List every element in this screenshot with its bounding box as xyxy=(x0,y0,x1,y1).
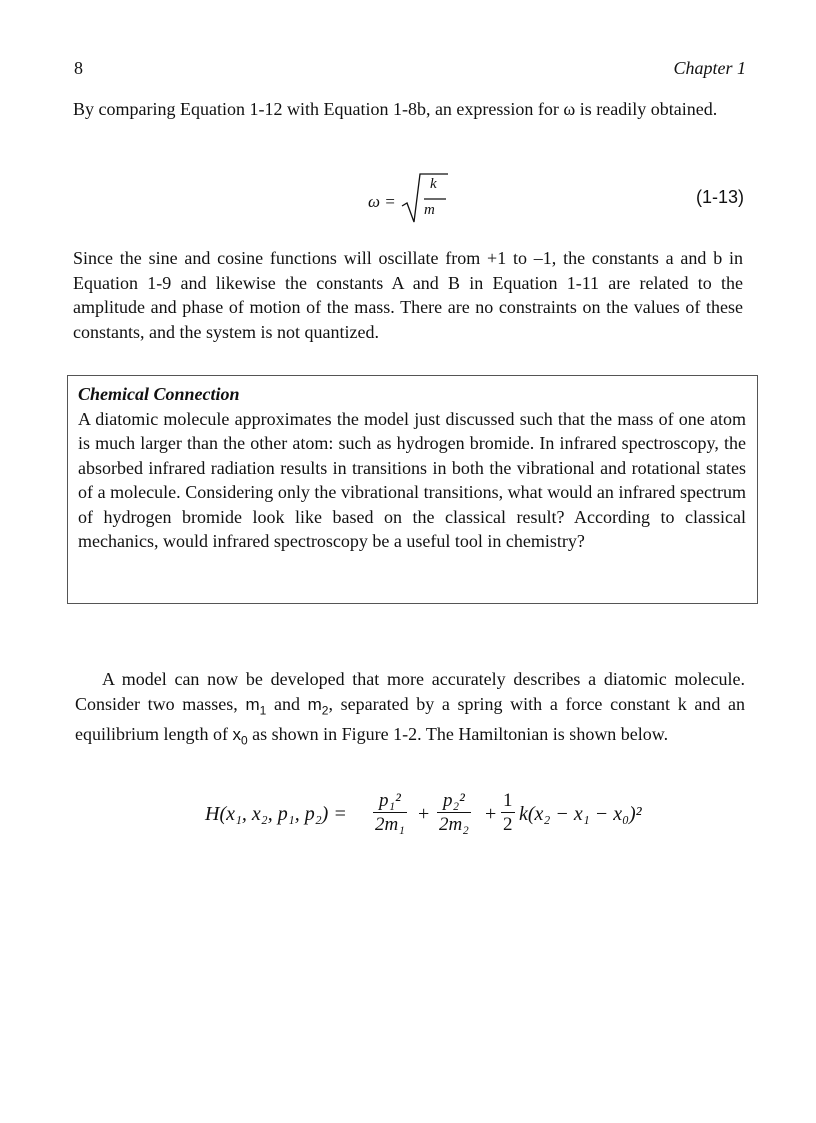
hamiltonian-lhs: H(x₁, x₂, p₁, p₂) = xyxy=(205,803,347,825)
hamiltonian-fraction-1: $\frac{\text{p₁²}}{\text{2m₁}}$ xyxy=(375,790,405,835)
hamiltonian-plus-2: + xyxy=(485,803,497,825)
equilibrium-length-symbol: $x_0$ xyxy=(232,725,248,748)
paragraph-diatomic-model-and: and xyxy=(266,693,308,714)
mass-1-symbol: $m_1$ xyxy=(245,694,267,717)
paragraph-diatomic-model xyxy=(75,667,745,753)
paragraph-diatomic-model-part3: as shown in Figure 1-2. The Hamiltonian is shown below. xyxy=(247,724,669,745)
chemical-connection-box xyxy=(67,375,758,604)
chemical-connection-body: A diatomic molecule approximates the model just discussed such that the mass of one atom is much larger than the other atom: such as hydrogen bromide. In infrared spectroscopy, the absorbed infrared radiation results in transitions in both the vibrational and rotational states of a molecule. Considering only the vibrational transitions, what would an infrared spectrum of hydrogen bromide look like based on the classical result? According to classical mechanics, would infrared spectroscopy be a useful tool in chemistry? xyxy=(78,408,746,551)
chemical-connection-title: Chemical Connection xyxy=(78,384,240,404)
paragraph-diatomic-model-part2: , separated by a spring with a force constant k and an equilibrium length of xyxy=(75,693,745,745)
paragraph-omega-intro: By comparing Equation 1-12 with Equation 1-8b, an expression for ω is readily obtained. xyxy=(73,99,718,119)
hamiltonian-fraction-2: $\frac{\text{p₂²}}{\text{2m₂}}$ xyxy=(439,790,469,835)
hamiltonian-equation xyxy=(205,790,665,850)
paragraph-diatomic-model-part1: A model can now be developed that more accurately describes a diatomic molecule. Consider two masses, xyxy=(75,669,745,714)
page-number: 8 xyxy=(74,58,83,78)
equation-1-13-lhs: ω = xyxy=(368,192,396,211)
chapter-title: Chapter 1 xyxy=(673,58,746,78)
equation-1-13-denominator: m xyxy=(424,202,435,218)
mass-2-symbol: $m_2$ xyxy=(307,694,329,717)
equation-1-13-label: (1-13) xyxy=(695,187,744,207)
paragraph-constants: Since the sine and cosine functions will oscillate from +1 to –1, the constants a and b in Equation 1-9 and likewise the constants A and B in Equation 1-11 are related to the amplitude and phase of motion of the mass. There are no constraints on the values of these constants, and the system is not quantized. xyxy=(73,248,743,342)
hamiltonian-potential-term: k(x₂ − x₁ − x₀)² xyxy=(519,803,642,825)
hamiltonian-fraction-half: $\frac{1}{2}$ xyxy=(503,790,513,835)
equation-1-13-numerator: k xyxy=(430,176,437,192)
hamiltonian-plus-1: + xyxy=(418,803,430,825)
